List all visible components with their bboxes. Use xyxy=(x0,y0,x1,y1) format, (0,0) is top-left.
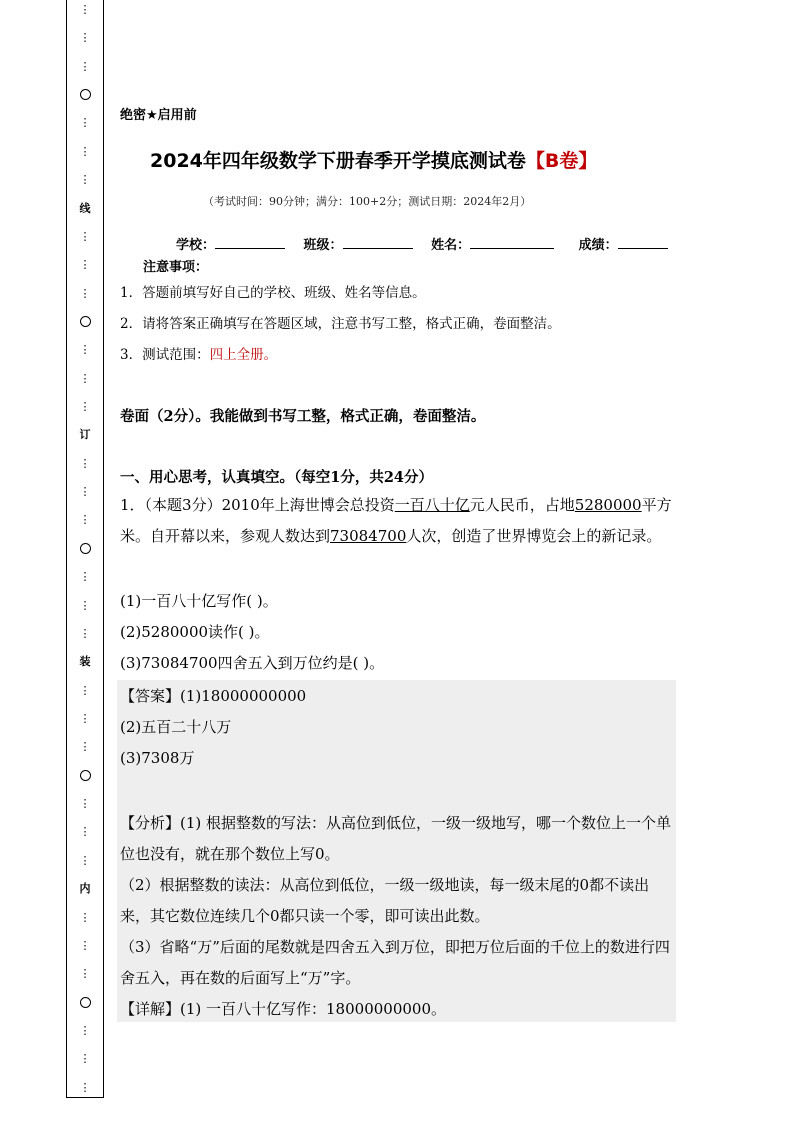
note-item-3-prefix: 3．测试范围： xyxy=(120,347,210,363)
underlined-area: 5280000 xyxy=(574,496,642,514)
binding-hole xyxy=(80,770,91,781)
binding-hole xyxy=(80,316,91,327)
analysis-2: （2）根据整数的读法：从高位到低位，一级一级地读，每一级末尾的0都不读出来，其它数位连续几个0都只读一个零，即可读出此数。 xyxy=(120,876,650,925)
binding-hole xyxy=(80,89,91,100)
binding-strip xyxy=(66,0,104,1098)
school-label: 学校： xyxy=(176,238,216,253)
title-main: 2024年四年级数学下册春季开学摸底测试卷 xyxy=(150,150,526,172)
answer-line-3: (3)7308万 xyxy=(120,749,195,767)
notes-heading: 注意事项： xyxy=(143,260,209,275)
binding-mark-xian: 线 xyxy=(79,201,91,215)
student-info-row xyxy=(176,234,668,253)
page-title xyxy=(150,146,597,173)
class-label: 班级： xyxy=(303,238,343,253)
question-1-text: 1．（本题3分）2010年上海世博会总投资一百八十亿元人民币，占地5280000平方米。自开幕以来，参观人数达到73084700人次，创造了世界博览会上的新记录。 xyxy=(120,496,672,545)
analysis-label: 【分析】 xyxy=(120,814,181,832)
confidential-label: 绝密★启用前 xyxy=(120,108,197,123)
binding-hole xyxy=(80,543,91,554)
title-suffix: 【B卷】 xyxy=(525,150,598,172)
underlined-visitors: 73084700 xyxy=(330,527,407,545)
question-1-sub-3: (3)73084700四舍五入到万位约是( )。 xyxy=(120,654,385,672)
binding-column: ⋮ ⋮ ⋮ ⋮ ⋮ ⋮ 线 ⋮ ⋮ ⋮ ⋮ ⋮ ⋮ 订 ⋮ ⋮ ⋮ ⋮ ⋮ ⋮ 装 ⋮ ⋮ ⋮ ⋮ ⋮ ⋮ 内 ⋮ ⋮ ⋮ ⋮ ⋮ ⋮ xyxy=(79,3,91,1094)
note-item-3-range: 四上全册。 xyxy=(209,347,278,363)
question-1-sub-1: (1)一百八十亿写作( )。 xyxy=(120,592,278,610)
neatness-statement: 卷面（2分）。我能做到书写工整，格式正确，卷面整洁。 xyxy=(120,408,486,425)
note-item-1: 1．答题前填写好自己的学校、班级、姓名等信息。 xyxy=(120,285,426,301)
name-field[interactable] xyxy=(470,236,554,249)
score-field[interactable] xyxy=(618,236,668,249)
section-1-heading: 一、用心思考，认真填空。（每空1分，共24分） xyxy=(120,469,434,486)
binding-mark-zhuang: 装 xyxy=(79,655,91,669)
name-label: 姓名： xyxy=(431,238,471,253)
note-item-3 xyxy=(120,343,277,363)
analysis-1: 【分析】(1) 根据整数的写法：从高位到低位，一级一级地写，哪一个数位上一个单位也没有，就在那个数位上写0。 xyxy=(120,814,672,863)
answer-line-2: (2)五百二十八万 xyxy=(120,718,232,736)
detail-line: 【详解】(1) 一百八十亿写作：18000000000。 xyxy=(120,1000,446,1018)
note-item-2: 2．请将答案正确填写在答题区域，注意书写工整，格式正确，卷面整洁。 xyxy=(120,316,561,332)
school-field[interactable] xyxy=(215,236,285,249)
binding-hole xyxy=(80,997,91,1008)
binding-mark-ding: 订 xyxy=(79,428,91,442)
analysis-3: （3）省略“万”后面的尾数就是四舍五入到万位，即把万位后面的千位上的数进行四舍五入，再在数的后面写上“万”字。 xyxy=(120,938,670,987)
answer-line-1: 【答案】(1)18000000000 xyxy=(120,687,307,705)
exam-info: （考试时间：90分钟；满分：100+2分；测试日期：2024年2月） xyxy=(203,195,532,208)
binding-mark-nei: 内 xyxy=(79,882,91,896)
underlined-amount: 一百八十亿 xyxy=(394,496,470,514)
question-1-sub-2: (2)5280000读作( )。 xyxy=(120,623,270,641)
score-label: 成绩： xyxy=(578,238,618,253)
class-field[interactable] xyxy=(343,236,413,249)
